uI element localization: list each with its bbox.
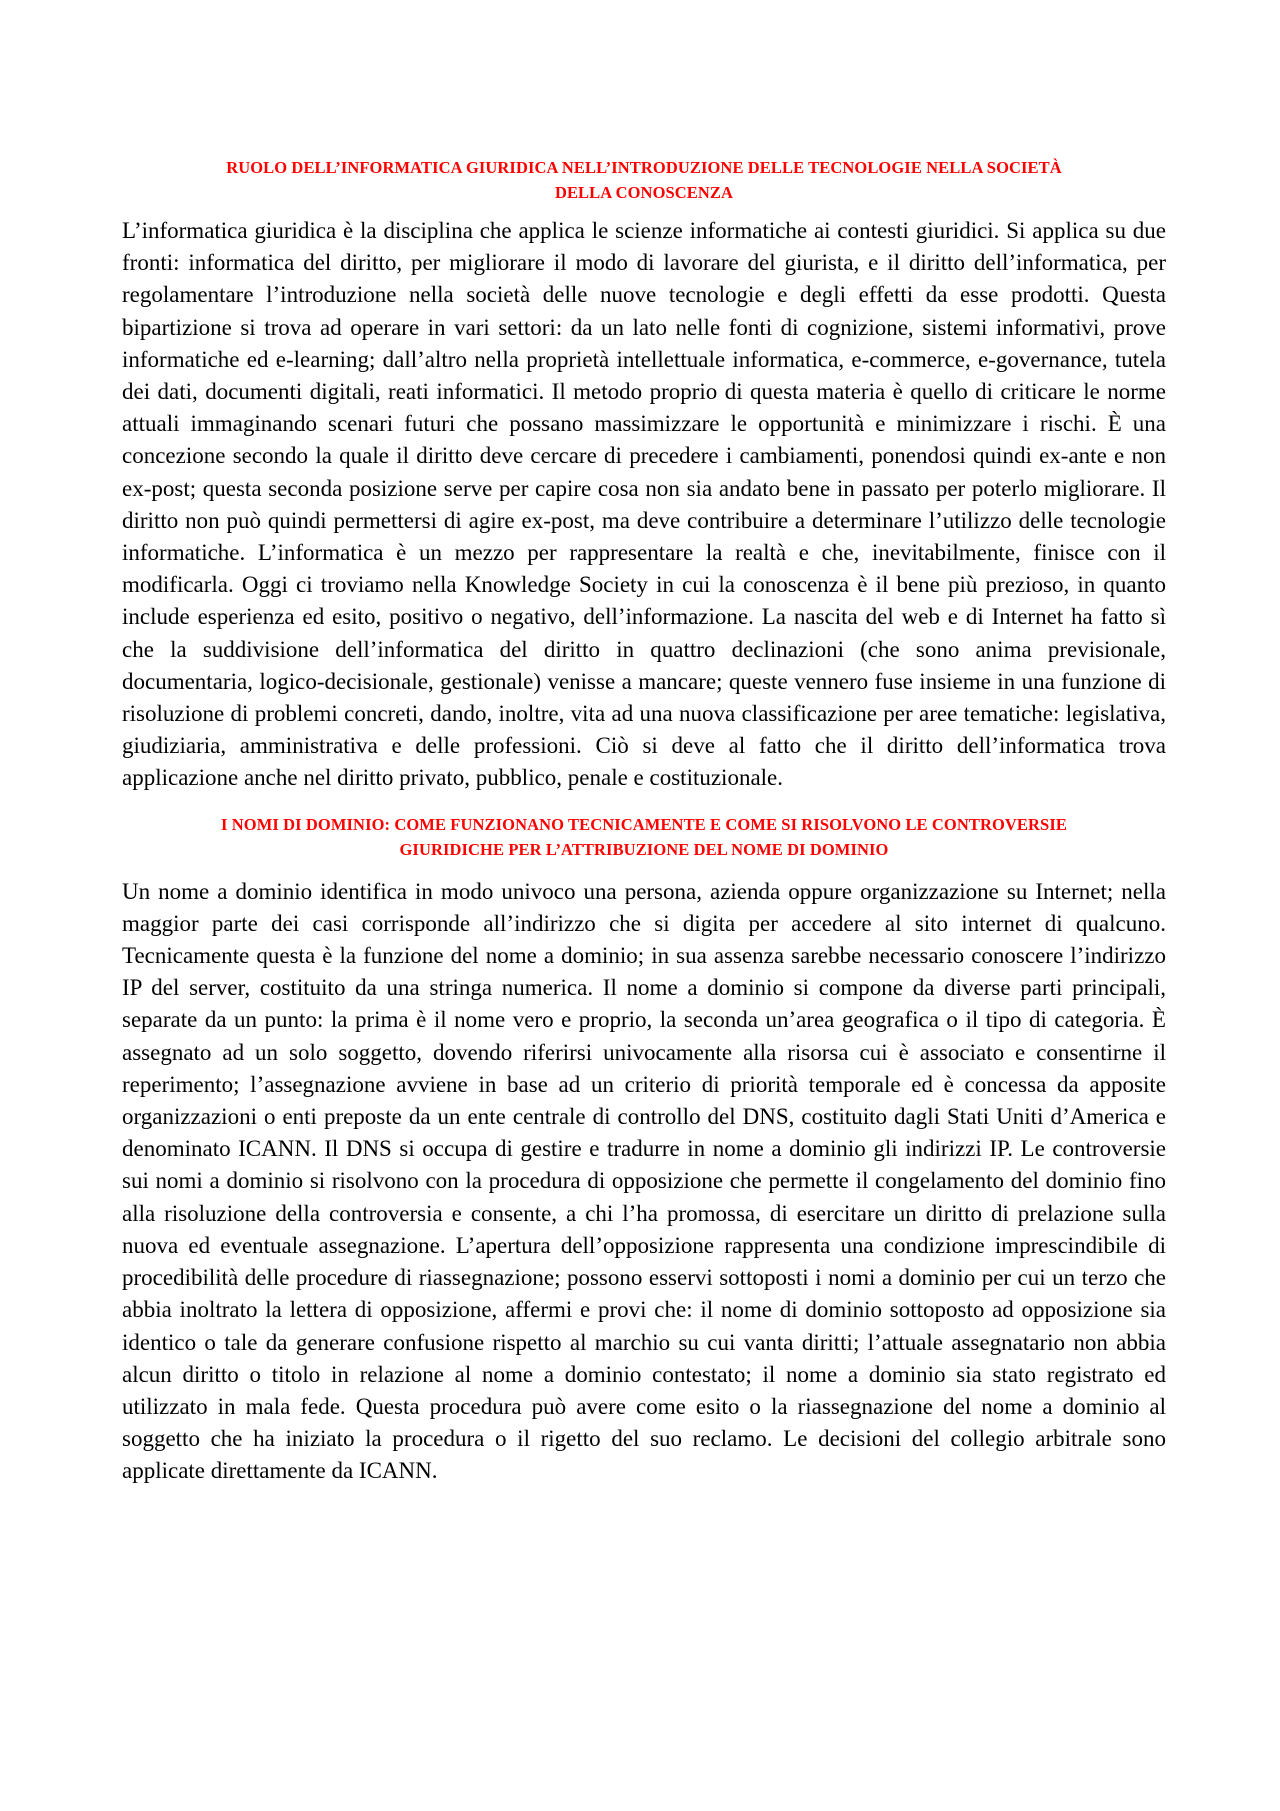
section-1-heading-line-2: DELLA CONOSCENZA — [554, 183, 734, 202]
section-2-paragraph: Un nome a dominio identifica in modo univoco una persona, azienda oppure organizzazione su Internet; nella maggior parte dei casi corrisponde all’indirizzo che si digita per accedere al sito internet di qualcuno. Tecnicamente questa è la funzione del nome a dominio; in sua assenza sarebbe necessario conoscere l’indirizzo IP del server, costituito da una stringa numerica. Il nome a dominio si compone da diverse parti principali, separate da un punto: la prima è il nome vero e proprio, la seconda un’area geografica o il tipo di categoria. È assegnato ad un solo soggetto, dovendo riferirsi univocamente alla risorsa cui è associato e consentirne il reperimento; l’assegnazione avviene in base ad un criterio di priorità temporale ed è concessa da apposite organizzazioni o enti preposte da un ente centrale di controllo del DNS, costituito dagli Stati Uniti d’America e denominato ICANN. Il DNS si occupa di gestire e tradurre in nome a dominio gli indirizzi IP. Le controversie sui nomi a dominio si risolvono con la procedura di opposizione che permette il congelamento del dominio fino alla risoluzione della controversia e consente, a chi l’ha promossa, di esercitare un diritto di prelazione sulla nuova ed eventuale assegnazione. L’apertura dell’opposizione rappresenta una condizione imprescindibile di procedibilità delle procedure di riassegnazione; possono esservi sottoposti i nomi a dominio per cui un terzo che abbia inoltrato la lettera di opposizione, affermi e provi che: il nome di dominio sottoposto ad opposizione sia identico o tale da generare confusione rispetto al marchio su cui vanta diritti; l’attuale assegnatario non abbia alcun diritto o titolo in relazione al nome a dominio contestato; il nome a dominio sia stato registrato ed utilizzato in mala fede. Questa procedura può avere come esito o la riassegnazione del nome a dominio al soggetto che ha iniziato la procedura o il rigetto del suo reclamo. Le decisioni del collegio arbitrale sono applicate direttamente da ICANN. — [122, 878, 1166, 1484]
section-2-heading-line-1: I NOMI DI DOMINIO: COME FUNZIONANO TECNICAMENTE E COME SI RISOLVONO LE CONTROVERSIE — [221, 814, 1067, 834]
section-2-heading-line-2: GIURIDICHE PER L’ATTRIBUZIONE DEL NOME DI DOMINIO — [399, 839, 889, 859]
section-1-heading-line-1: RUOLO DELL’INFORMATICA GIURIDICA NELL’INTRODUZIONE DELLE TECNOLOGIE NELLA SOCIETÀ — [226, 158, 1062, 177]
document-page — [122, 155, 1166, 1488]
section-1-heading — [122, 155, 1166, 205]
section-1-paragraph: L’informatica giuridica è la disciplina che applica le scienze informatiche ai contesti giuridici. Si applica su due fronti: informatica del diritto, per migliorare il modo di lavorare del giurista, e il diritto dell’informatica, per regolamentare l’introduzione nella società delle nuove tecnologie e degli effetti da esse prodotti. Questa bipartizione si trova ad operare in vari settori: da un lato nelle fonti di cognizione, sistemi informativi, prove informatiche ed e-learning; dall’altro nella proprietà intellettuale informatica, e-commerce, e-governance, tutela dei dati, documenti digitali, reati informatici. Il metodo proprio di questa materia è quello di criticare le norme attuali immaginando scenari futuri che possano massimizzare le opportunità e minimizzare i rischi. È una concezione secondo la quale il diritto deve cercare di precedere i cambiamenti, ponendosi quindi ex-ante e non ex-post; questa seconda posizione serve per capire cosa non sia andato bene in passato per poterlo migliorare. Il diritto non può quindi permettersi di agire ex-post, ma deve contribuire a determinare l’utilizzo delle tecnologie informatiche. L’informatica è un mezzo per rappresentare la realtà e che, inevitabilmente, finisce con il modificarla. Oggi ci troviamo nella Knowledge Society in cui la conoscenza è il bene più prezioso, in quanto include esperienza ed esito, positivo o negativo, dell’informazione. La nascita del web e di Internet ha fatto sì che la suddivisione dell’informatica del diritto in quattro declinazioni (che sono anima previsionale, documentaria, logico-decisionale, gestionale) venisse a mancare; queste vennero fuse insieme in una funzione di risoluzione di problemi concreti, dando, inoltre, vita ad una nuova classificazione per aree tematiche: legislativa, giudiziaria, amministrativa e delle professioni. Ciò si deve al fatto che il diritto dell’informatica trova applicazione anche nel diritto privato, pubblico, penale e costituzionale. — [122, 218, 1166, 791]
section-2-heading — [122, 812, 1166, 862]
